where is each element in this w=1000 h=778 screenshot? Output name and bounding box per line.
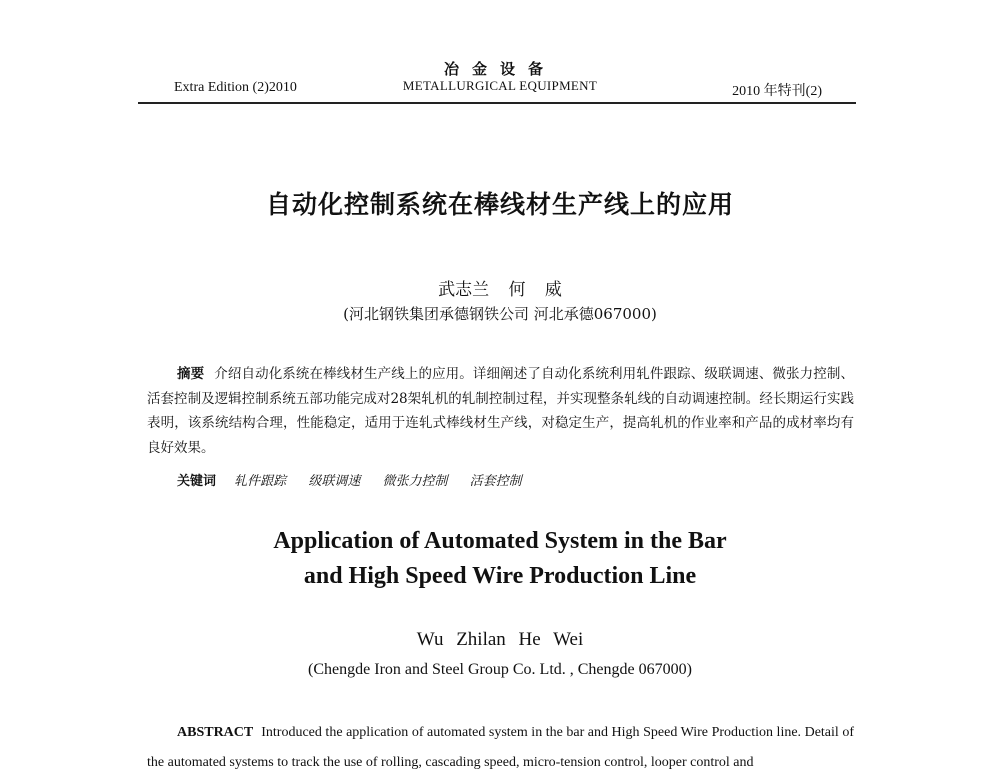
affiliation-cn: (河北钢铁集团承德钢铁公司 河北承德067000) (343, 305, 657, 323)
abstract-cn (147, 362, 854, 460)
journal-name-en: METALLURGICAL EQUIPMENT (402, 78, 598, 93)
abstract-en-text: Introduced the application of automated system in the bar and High Speed Wire Production line. Detail of the automated systems to track the use of rolling, cascading speed, micro-tension control, looper control and (147, 725, 854, 770)
title-en (0, 524, 1000, 594)
authors-cn: 武志兰 何 威 (438, 280, 562, 300)
title-en-line2: and High Speed Wire Production Line (303, 563, 697, 589)
keyword-item: 级联调速 (308, 474, 361, 489)
title-en-line1: Application of Automated System in the Bar (273, 528, 727, 554)
keyword-item: 微张力控制 (382, 474, 448, 489)
affiliation-en: (Chengde Iron and Steel Group Co. Ltd. , Chengde 067000) (308, 661, 692, 678)
journal-name-cn: 冶金设备 (443, 60, 556, 78)
abstract-en (147, 718, 854, 778)
header-issue: 2010 年特刊(2) (732, 84, 822, 99)
abstract-cn-label: 摘要 (177, 366, 205, 382)
authors-en: Wu Zhilan He Wei (416, 629, 584, 650)
header-edition: Extra Edition (2)2010 (174, 80, 297, 95)
keywords-cn (177, 470, 540, 489)
abstract-cn-text: 介绍自动化系统在棒线材生产线上的应用。详细阐述了自动化系统利用轧件跟踪、级联调速、微张力控制、活套控制及逻辑控制系统五部功能完成对28架轧机的轧制控制过程，并实现整条轧线的自动调速控制。经长期运行实践表明，该系统结构合理，性能稳定，适用于连轧式棒线材生产线，对稳定生产，提高轧机的作业率和产品的成材率均有良好效果。 (147, 366, 855, 456)
journal-header (0, 60, 1000, 94)
title-cn: 自动化控制系统在棒线材生产线上的应用 (265, 190, 734, 219)
keyword-item: 活套控制 (469, 474, 522, 489)
header-rule (138, 102, 856, 104)
keywords-cn-label: 关键词 (177, 474, 217, 489)
abstract-en-label: ABSTRACT (177, 725, 254, 740)
keyword-item: 轧件跟踪 (234, 474, 287, 489)
